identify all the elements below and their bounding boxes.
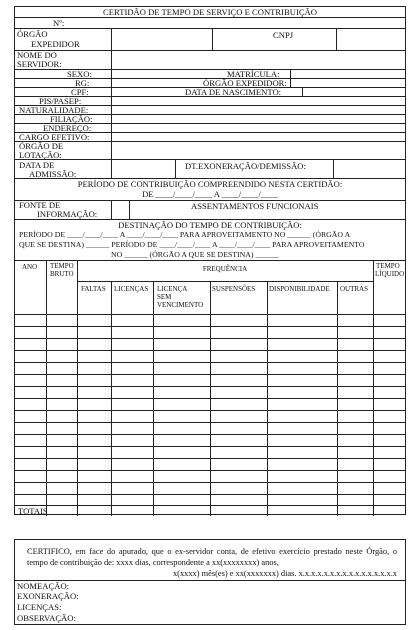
destinacao-row	[15, 220, 405, 261]
row-divider	[15, 398, 405, 399]
row-divider	[15, 422, 405, 423]
certifico-box	[14, 539, 406, 625]
certidao-form	[14, 6, 406, 515]
dt-exoneracao-label: DT.EXONERAÇÃO/DEMISSÃO:	[185, 161, 306, 171]
destinacao-line-1: PERÍODO DE ____/____/____ A ____/____/____ PARA APROVEITAMENTO NO ______ (ÓRGÃO A	[19, 230, 351, 239]
certifico-paragraph: CERTIFICO, em face do apurado, que o ex-servidor conta, de efetivo exercício prestado neste Órgão, o tempo de contribuição de: xxxx dias, correspondente a xx(xxxxxxxx) anos,	[27, 547, 397, 567]
row-divider	[15, 350, 405, 351]
row-divider	[77, 281, 373, 282]
number-label: Nº:	[53, 18, 65, 28]
exoneracao-label: EXONERAÇÃO:	[17, 591, 79, 601]
row-divider	[15, 470, 405, 471]
row-divider	[15, 446, 405, 447]
assentamentos-label: ASSENTAMENTOS FUNCIONAIS	[191, 201, 319, 211]
observacao-label: OBSERVAÇÃO:	[17, 613, 76, 623]
sub-licenca-sem-2: SEM	[157, 293, 172, 301]
lotacao-label: LOTAÇÃO:	[19, 150, 62, 160]
certifico-last-line: x(xxxx) mês(es) e xx(xxxxxxx) dias. x.x.x.x.x.x.x.x.x.x.x.x.x.x.x.x	[172, 569, 397, 578]
lotacao-row	[15, 142, 405, 160]
totais-label: TOTAIS	[18, 506, 48, 516]
col-tempo-bruto: TEMPO	[50, 262, 74, 270]
nomeacao-label: NOMEAÇÃO:	[17, 581, 70, 591]
frequencia-table	[15, 261, 405, 516]
periodo-line: DE ____/____/____ A ____/____/____	[142, 189, 278, 199]
destinacao-line-2: QUE SE DESTINA) ______ PERÍODO DE ____/____/____ A ____/____/____ PARA APROVEITAMENTO	[19, 240, 365, 249]
data-nascimento-label: DATA DE NASCIMENTO:	[185, 87, 282, 97]
orgao-expedidor-label: ÓRGÃO EXPEDIDOR:	[203, 78, 287, 88]
col-frequencia: FREQUÊNCIA	[202, 265, 248, 273]
sexo-label: SEXO:	[67, 69, 92, 79]
row-divider	[15, 374, 405, 375]
row-divider	[15, 326, 405, 327]
destinacao-title: DESTINAÇÃO DO TEMPO DE CONTRIBUIÇÃO:	[118, 220, 302, 230]
sub-suspensoes: SUSPENSÕES	[212, 285, 256, 293]
row-divider	[15, 362, 405, 363]
col-ano: ANO	[22, 263, 38, 271]
title-row	[15, 7, 405, 18]
row-divider	[15, 314, 405, 315]
cpf-label: CPF:	[71, 87, 89, 97]
orgao-lotacao-label: ÓRGÃO DE	[19, 141, 64, 151]
naturalidade-label: NATURALIDADE:	[19, 105, 89, 115]
periodo-row	[15, 179, 405, 201]
row-divider	[15, 505, 405, 506]
sub-licenca-sem-3: VENCIMENTO	[157, 301, 204, 309]
col-divider	[46, 261, 47, 516]
matricula-label: MATRÍCULA:	[227, 69, 280, 79]
nome-row	[15, 51, 405, 70]
col-tempo-bruto-2: BRUTO	[50, 270, 74, 278]
row-divider	[15, 482, 405, 483]
cargo-label: CARGO EFETIVO:	[19, 132, 90, 142]
certifico-text	[27, 546, 397, 579]
number-row	[15, 18, 405, 29]
periodo-title: PERÍODO DE CONTRIBUIÇÃO COMPREENDIDO NESTA CERTIDÃO:	[77, 179, 343, 189]
admissao-row	[15, 160, 405, 179]
orgao-label: ÓRGÃO	[17, 29, 48, 39]
sub-disponibilidade: DISPONIBILIDADE	[269, 285, 330, 293]
nome-label: NOME DO	[17, 50, 57, 60]
data-admissao-label: DATA DE	[19, 160, 55, 170]
destinacao-line-3: NO ______ (ÓRGÃO A QUE SE DESTINA) ______	[111, 250, 279, 259]
filiacao-label: FILIAÇÃO:	[50, 114, 93, 124]
row-divider	[15, 494, 405, 495]
row-divider	[15, 410, 405, 411]
col-tempo-liquido-2: LÍQUIDO	[375, 270, 405, 278]
sub-outras: OUTRAS	[340, 285, 369, 293]
informacao-label: INFORMAÇÃO:	[37, 209, 98, 219]
page-title: CERTIDÃO DE TEMPO DE SERVIÇO E CONTRIBUIÇÃO	[103, 7, 317, 17]
certifico-divider	[15, 580, 405, 581]
col-tempo-liquido: TEMPO	[376, 262, 400, 270]
servidor-label: SERVIDOR:	[17, 59, 62, 69]
row-divider	[15, 458, 405, 459]
cnpj-label: CNPJ	[273, 30, 294, 40]
admissao-label: ADMISSÃO:	[29, 169, 77, 179]
expedidor-label: EXPEDIDOR	[31, 39, 80, 49]
sub-faltas: FALTAS	[81, 285, 106, 293]
rg-label: RG:	[75, 78, 90, 88]
row-divider	[15, 434, 405, 435]
row-divider	[15, 386, 405, 387]
row-divider	[15, 338, 405, 339]
col-divider	[77, 261, 78, 516]
fonte-label: FONTE DE	[19, 200, 61, 210]
orgao-row	[15, 29, 405, 51]
sub-licencas: LICENÇAS	[114, 285, 149, 293]
pis-label: PIS/PASEP:	[39, 96, 82, 106]
endereco-label: ENDEREÇO:	[43, 123, 92, 133]
col-divider	[373, 261, 374, 516]
fonte-row	[15, 201, 405, 220]
cargo-row	[15, 133, 405, 142]
sub-licenca-sem: LICENÇA	[157, 285, 188, 293]
licencas-label: LICENÇAS:	[17, 602, 62, 612]
